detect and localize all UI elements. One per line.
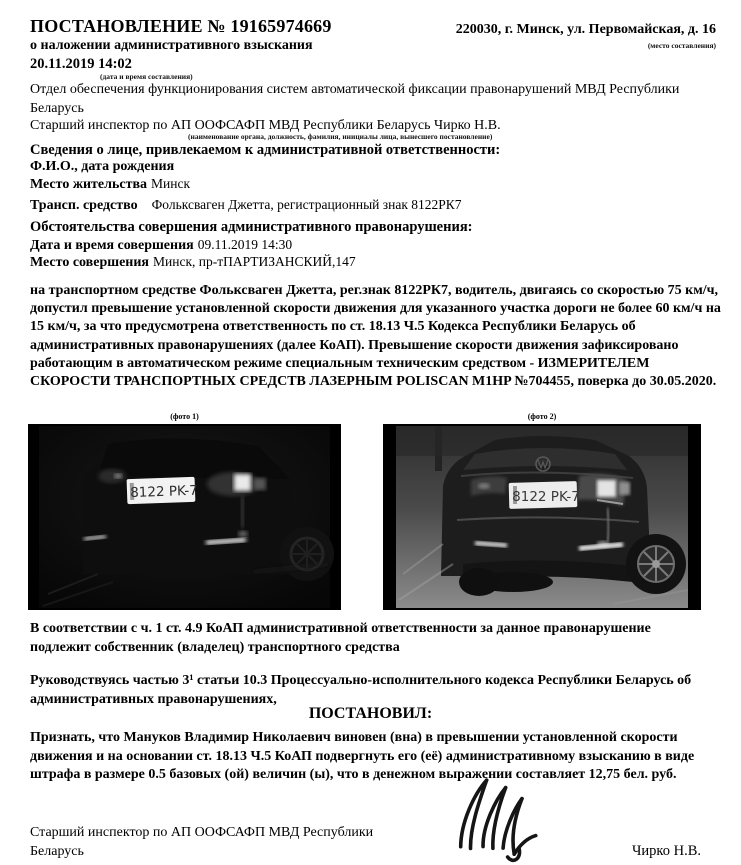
plate-number-photo2: 8122 PK-7	[512, 489, 580, 505]
signature-scribble	[450, 778, 560, 863]
resolved-heading: ПОСТАНОВИЛ:	[308, 705, 433, 722]
violation-photo-1-image	[28, 424, 341, 610]
vehicle-value: Фольксваген Джетта, регистрационный знак 8122РК7	[151, 197, 462, 212]
inspector-signature	[450, 778, 560, 863]
violation-section-heading: Обстоятельства совершения административного правонарушения:	[30, 219, 473, 235]
vehicle-line	[30, 196, 462, 214]
residence-line	[30, 175, 190, 193]
violation-datetime-label: Дата и время совершения	[30, 238, 194, 253]
violation-photo-2-image	[383, 424, 701, 610]
issuing-address: 220030, г. Минск, ул. Первомайская, д. 16	[455, 22, 716, 37]
liability-paragraph: В соответствии с ч. 1 ст. 4.9 КоАП административной ответственности за данное правонарушение подлежит собственник (владелец) транспортного средства	[30, 621, 651, 655]
violation-photo-1	[28, 424, 341, 610]
photo1-label: (фото 1)	[170, 412, 199, 421]
person-section-heading: Сведения о лице, привлекаемом к административной ответственности:	[30, 142, 501, 158]
guided-by-paragraph: Руководствуясь частью 3¹ статьи 10.3 Процессуально-исполнительного кодекса Республики Беларусь об административных правонарушениях,	[30, 673, 692, 707]
resolution-paragraph: Признать, что Мануков Владимир Николаевич виновен (вна) в превышении установленной скорости движения и на основании ст. 18.13 Ч.5 КоАП подвергнуть его (её) административному взысканию в виде штрафа в размере 0.5 базовых (ой) величин (ы), что в денежном выражении составляет 12,75 бел. руб.	[30, 730, 695, 782]
plate-number-photo1: 8122 PK-7	[129, 482, 199, 502]
signatory-name: Чирко Н.В.	[632, 843, 702, 859]
decree-subtitle: о наложении административного взыскания	[30, 38, 313, 53]
violation-photo-2	[383, 424, 701, 610]
authority-department: Отдел обеспечения функционирования систем автоматической фиксации правонарушений МВД Республики Беларусь	[30, 82, 680, 116]
issue-datetime-note: (дата и время составления)	[100, 72, 193, 81]
inspector-line: Старший инспектор по АП ООФСАФП МВД Республики Беларусь Чирко Н.В.	[30, 118, 501, 133]
violation-datetime-line	[30, 236, 292, 254]
violation-place-value: Минск, пр-тПАРТИЗАНСКИЙ,147	[153, 254, 356, 269]
violation-place-line	[30, 253, 356, 271]
residence-value: Минск	[151, 176, 191, 191]
license-plate-photo2	[509, 481, 580, 509]
violation-datetime-value: 09.11.2019 14:30	[197, 237, 293, 252]
violation-place-label: Место совершения	[30, 255, 149, 270]
signatory-position: Старший инспектор по АП ООФСАФП МВД Республики Беларусь	[30, 825, 374, 859]
residence-label: Место жительства	[30, 177, 148, 192]
place-of-issue-note: (место составления)	[647, 41, 716, 50]
inspector-note: (наименование органа, должность, фамилия, инициалы лица, вынесшего постановление)	[188, 132, 493, 141]
fio-label: Ф.И.О., дата рождения	[30, 159, 175, 174]
violation-description: на транспортном средстве Фольксваген Джетта, рег.знак 8122РК7, водитель, двигаясь со скоростью 75 км/ч, допустил превышение установленной скорости движения для указанного участка дороги не более 60 км/ч на 15 км/ч, за что предусмотрена ответственность по ст. 18.13 Ч.5 Кодекса Республики Беларусь об административных правонарушениях (далее КоАП). Превышение скорости движения зафиксировано работающим в автоматическом режиме специальным техническим средством - ИЗМЕРИТЕЛЕМ СКОРОСТИ ТРАНСПОРТНЫХ СРЕДСТВ ЛАЗЕРНЫМ POLISCAN M1HP №704455, поверка до 30.05.2020.	[30, 283, 721, 390]
vehicle-label: Трансп. средство	[30, 198, 138, 213]
decree-title: ПОСТАНОВЛЕНИЕ № 19165974669	[30, 16, 332, 36]
issue-datetime: 20.11.2019 14:02	[30, 56, 132, 72]
photo2-label: (фото 2)	[527, 412, 557, 421]
license-plate-photo1	[127, 477, 199, 504]
